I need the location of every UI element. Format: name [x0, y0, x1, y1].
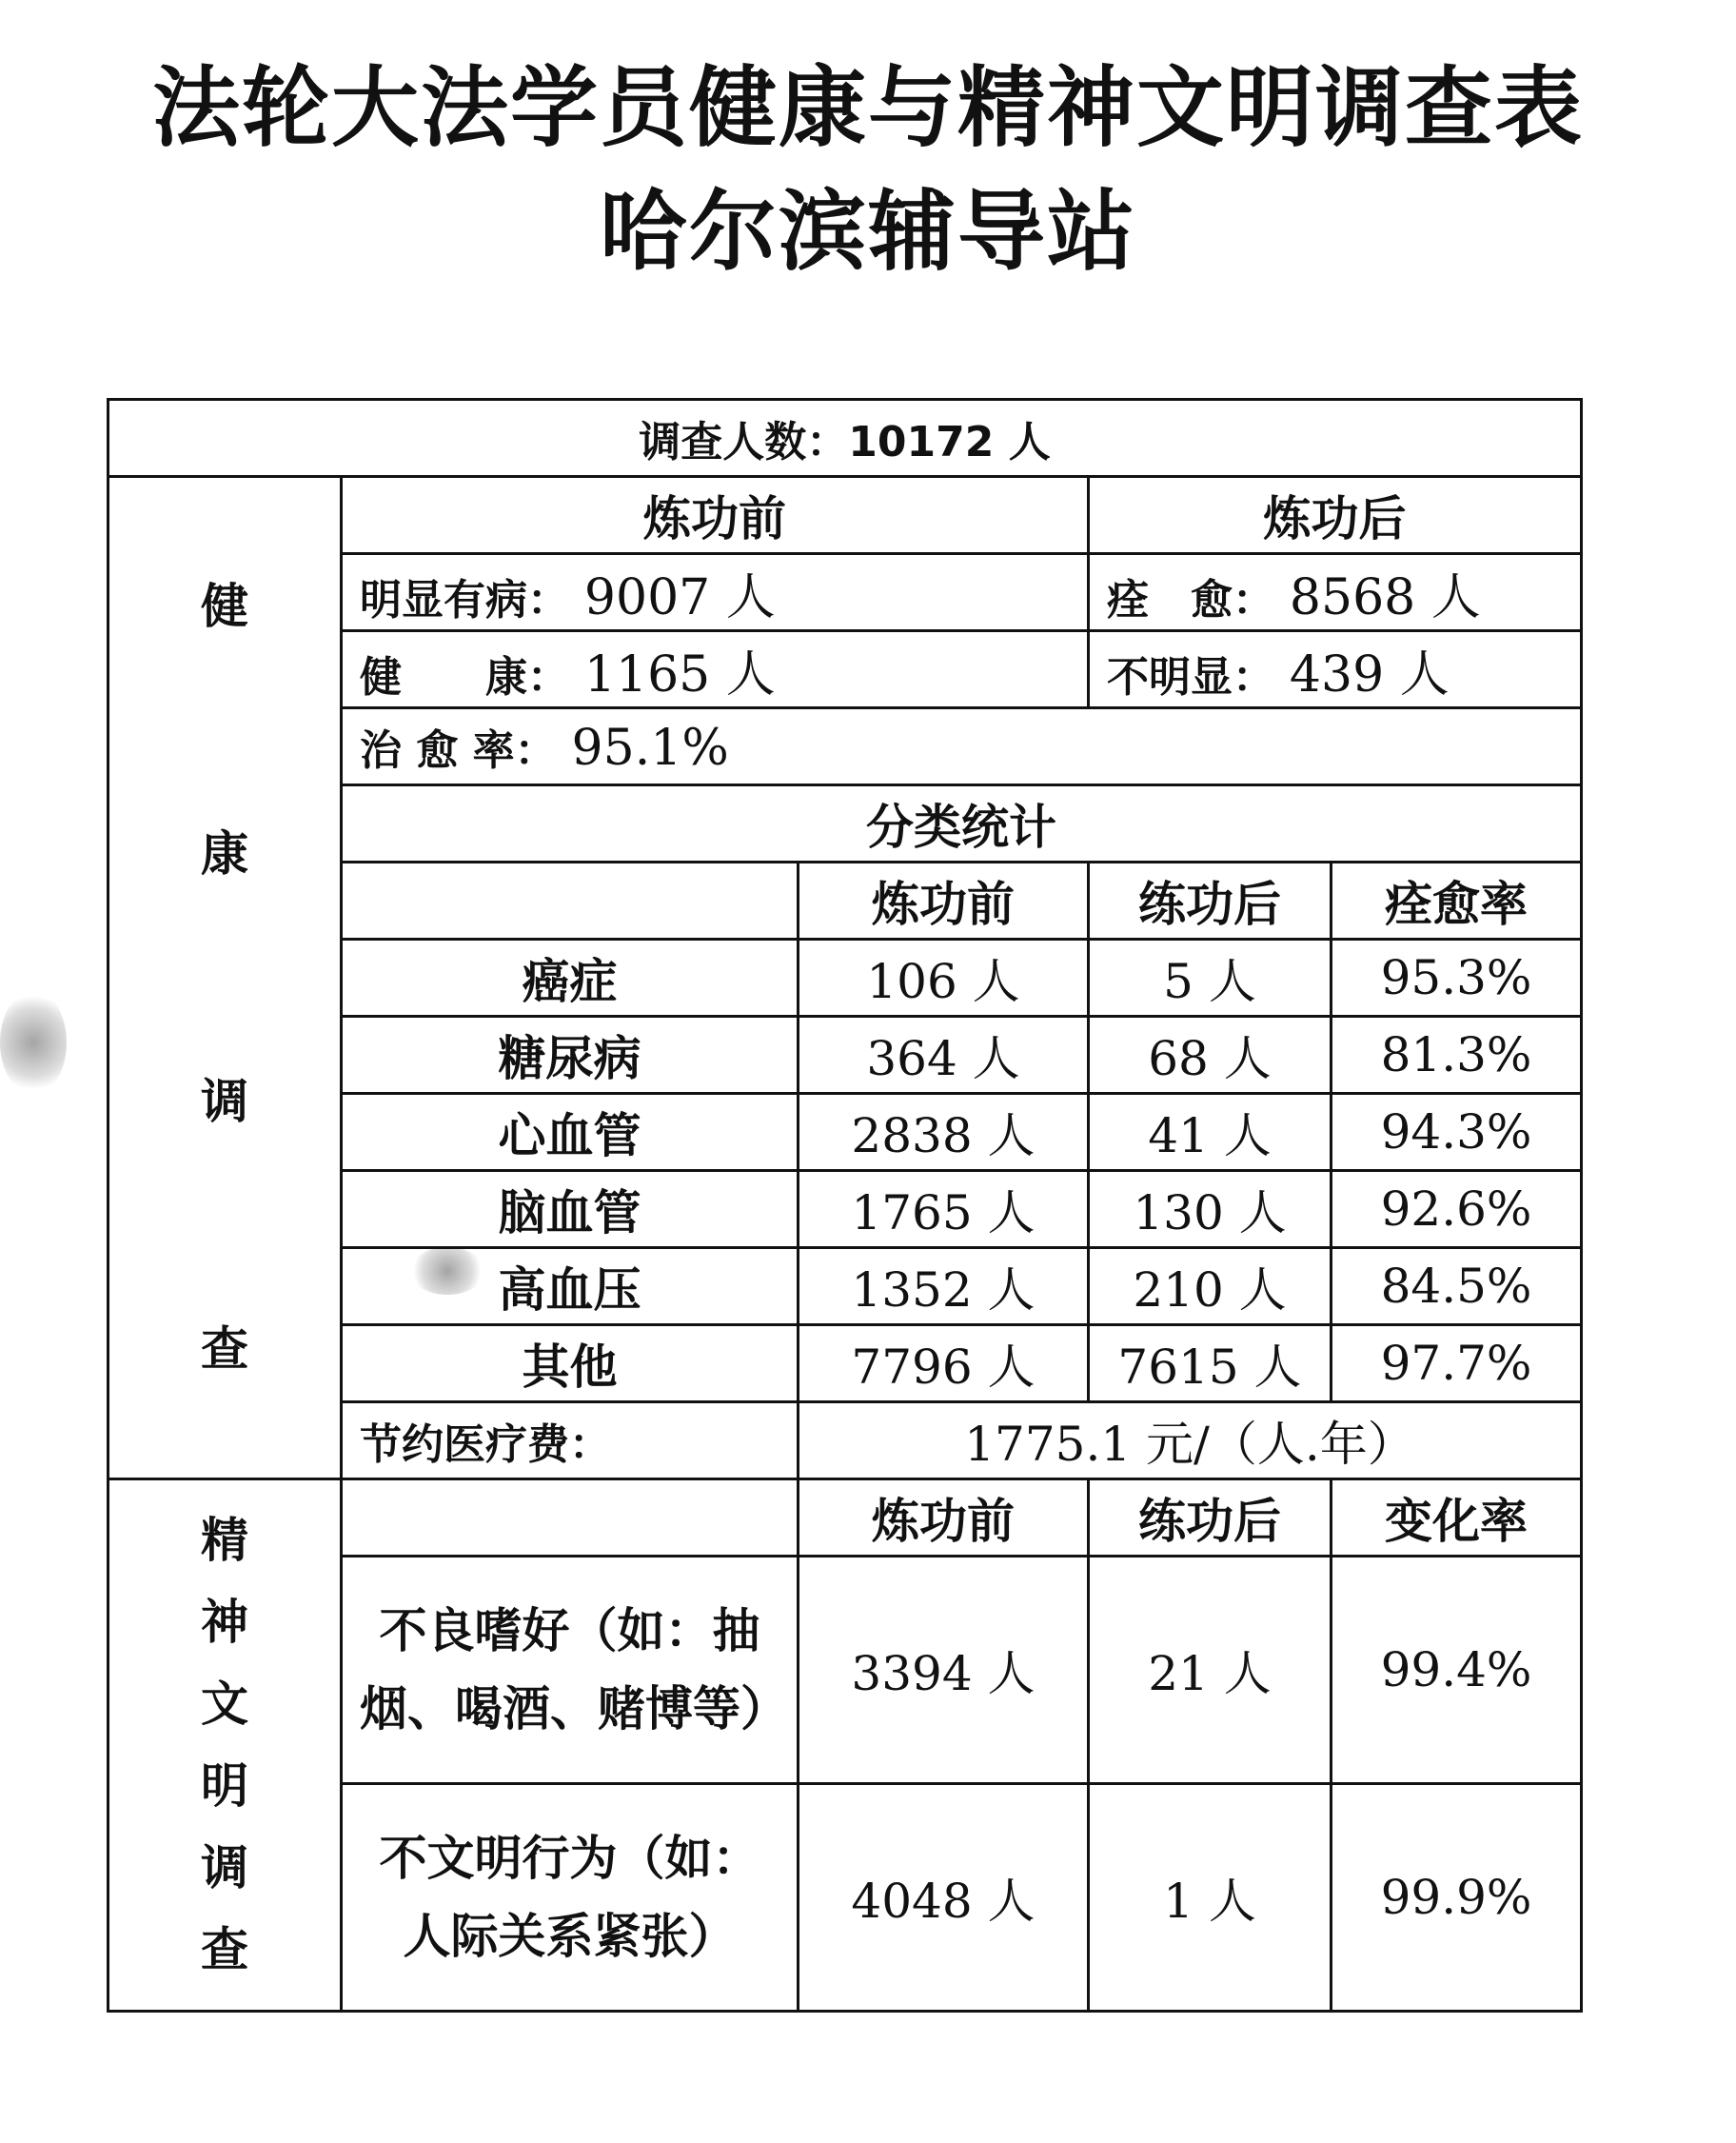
- rate-value: 95.3%: [1332, 940, 1582, 1017]
- before-value: 1765 人: [799, 1171, 1089, 1248]
- column-header: 变化率: [1332, 1479, 1582, 1557]
- cured-value: 8568 人: [1289, 568, 1481, 626]
- healthy-label: 健 康：: [360, 652, 569, 702]
- column-header: 炼功前: [799, 863, 1089, 940]
- after-value: 68 人: [1089, 1017, 1332, 1094]
- before-value: 364 人: [799, 1017, 1089, 1094]
- unclear-value: 439 人: [1289, 645, 1450, 704]
- after-value: 7615 人: [1089, 1325, 1332, 1402]
- cured-label: 痊 愈：: [1107, 575, 1274, 625]
- after-header: 炼功后: [1089, 477, 1582, 554]
- after-value: 1 人: [1089, 1784, 1332, 2012]
- column-header: 练功后: [1089, 863, 1332, 940]
- sick-label: 明显有病：: [360, 575, 569, 625]
- rate-value: 99.9%: [1332, 1784, 1582, 2012]
- health-header-row: [108, 477, 1582, 554]
- before-header: 炼功前: [342, 477, 1089, 554]
- after-value: 5 人: [1089, 940, 1332, 1017]
- rate-value: 94.3%: [1332, 1094, 1582, 1171]
- disease-name: 高血压: [342, 1248, 799, 1325]
- after-value: 210 人: [1089, 1248, 1332, 1325]
- disease-name: 糖尿病: [342, 1017, 799, 1094]
- rate-value: 81.3%: [1332, 1017, 1582, 1094]
- rate-value: 97.7%: [1332, 1325, 1582, 1402]
- before-value: 3394 人: [799, 1557, 1089, 1784]
- column-header: 痊愈率: [1332, 863, 1582, 940]
- behavior-name: 不良嗜好（如：抽烟、喝酒、赌博等）: [342, 1557, 799, 1784]
- before-value: 2838 人: [799, 1094, 1089, 1171]
- after-value: 21 人: [1089, 1557, 1332, 1784]
- survey-count-row: [108, 400, 1582, 477]
- savings-label: 节约医疗费：: [360, 1420, 611, 1469]
- sick-value: 9007 人: [583, 568, 776, 626]
- rate-value: 92.6%: [1332, 1171, 1582, 1248]
- unclear-label: 不明显：: [1107, 652, 1274, 702]
- category-header: 分类统计: [342, 785, 1582, 863]
- disease-name: 心血管: [342, 1094, 799, 1171]
- disease-name: 其他: [342, 1325, 799, 1402]
- column-header: 练功后: [1089, 1479, 1332, 1557]
- before-value: 7796 人: [799, 1325, 1089, 1402]
- before-value: 106 人: [799, 940, 1089, 1017]
- behavior-name: 不文明行为（如：人际关系紧张）: [342, 1784, 799, 2012]
- savings-value: 1775.1 元/（人.年）: [799, 1402, 1582, 1479]
- before-value: 1352 人: [799, 1248, 1089, 1325]
- cure-rate-value: 95.1%: [571, 720, 729, 777]
- spirit-section-label: 精 神 文 明 调 查: [108, 1479, 342, 2012]
- cure-rate-label: 治 愈 率：: [360, 726, 557, 775]
- disease-name: 癌症: [342, 940, 799, 1017]
- healthy-value: 1165 人: [583, 645, 776, 704]
- rate-value: 99.4%: [1332, 1557, 1582, 1784]
- before-value: 4048 人: [799, 1784, 1089, 2012]
- column-header: 炼功前: [799, 1479, 1089, 1557]
- after-value: 130 人: [1089, 1171, 1332, 1248]
- after-value: 41 人: [1089, 1094, 1332, 1171]
- document-title: 法轮大法学员健康与精神文明调查表: [151, 57, 1584, 159]
- disease-name: 脑血管: [342, 1171, 799, 1248]
- spirit-columns-row: [108, 1479, 1582, 1557]
- ink-smudge: [0, 990, 67, 1095]
- rate-value: 84.5%: [1332, 1248, 1582, 1325]
- document-subtitle: 哈尔滨辅导站: [599, 181, 1136, 283]
- health-section-label: 健 康 调 查: [108, 477, 342, 1479]
- survey-count: 调查人数：10172 人: [639, 418, 1051, 466]
- survey-table: [107, 398, 1583, 2013]
